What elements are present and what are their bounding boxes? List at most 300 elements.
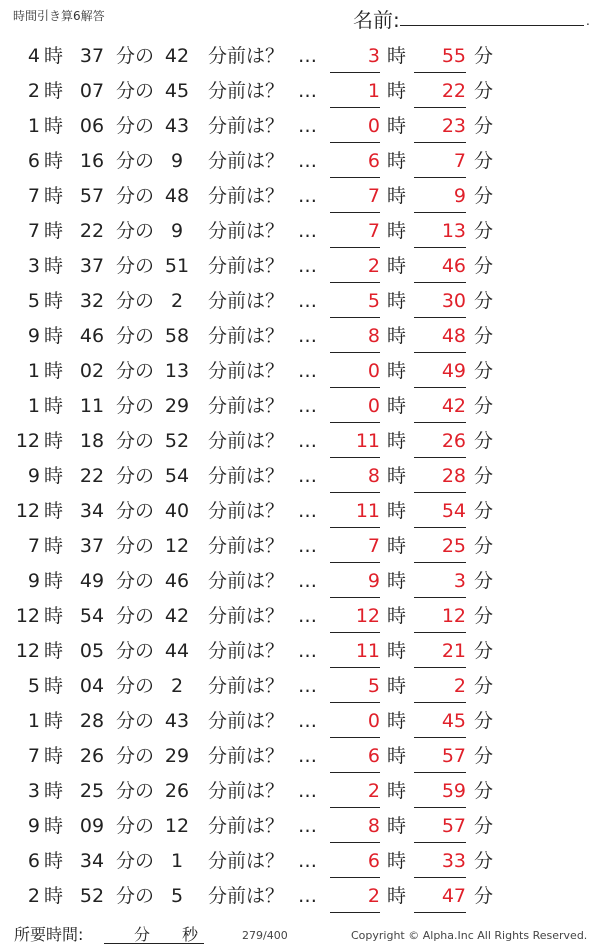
answer-hour: 7 [330,529,380,563]
answer-minute-unit-label: 分 [474,290,494,312]
minutes-before-label: 分前は？ [208,815,285,837]
problem-row [0,739,600,774]
start-minute: 02 [79,360,105,382]
answer-hour: 6 [330,739,380,773]
problem-row [0,144,600,179]
answer-hour: 8 [330,319,380,353]
answer-minute-unit-label: 分 [474,780,494,802]
start-minute: 06 [79,115,105,137]
ellipsis: … [298,185,317,207]
minutes-before: 13 [164,360,190,382]
name-line [400,25,584,26]
answer-hour: 11 [330,634,380,668]
answer-minute-unit-label: 分 [474,850,494,872]
answer-hour: 6 [330,144,380,178]
minute-of-label: 分の [116,465,155,487]
start-minute: 57 [79,185,105,207]
minute-of-label: 分の [116,255,155,277]
hour-unit-label: 時 [44,675,64,697]
start-hour: 1 [27,115,40,137]
minutes-before-label: 分前は？ [208,500,285,522]
hour-unit-label: 時 [44,815,64,837]
answer-hour-unit-label: 時 [387,185,407,207]
answer-minute-unit-label: 分 [474,535,494,557]
answer-hour-unit-label: 時 [387,605,407,627]
minutes-before-label: 分前は？ [208,115,285,137]
answer-hour-unit-label: 時 [387,535,407,557]
hour-unit-label: 時 [44,115,64,137]
answer-minute: 2 [414,669,466,703]
problem-row [0,669,600,704]
copyright: Copyright © Alpha.Inc All Rights Reserved. [351,929,588,942]
answer-hour-unit-label: 時 [387,430,407,452]
answer-minute: 57 [414,739,466,773]
minute-of-label: 分の [116,500,155,522]
minutes-before-label: 分前は？ [208,360,285,382]
minutes-before: 5 [170,885,184,907]
ellipsis: … [298,290,317,312]
minute-of-label: 分の [116,325,155,347]
time-minutes-label: 分 [134,925,151,944]
minutes-before: 12 [164,815,190,837]
start-minute: 37 [79,535,105,557]
answer-hour: 5 [330,284,380,318]
start-hour: 12 [15,500,40,522]
problem-row [0,319,600,354]
answer-minute: 23 [414,109,466,143]
ellipsis: … [298,325,317,347]
answer-hour: 2 [330,249,380,283]
answer-minute: 47 [414,879,466,913]
answer-hour-unit-label: 時 [387,465,407,487]
answer-minute-unit-label: 分 [474,255,494,277]
answer-minute-unit-label: 分 [474,605,494,627]
answer-minute-unit-label: 分 [474,80,494,102]
start-hour: 7 [27,745,40,767]
problem-row [0,109,600,144]
start-hour: 12 [15,640,40,662]
start-hour: 5 [27,675,40,697]
ellipsis: … [298,850,317,872]
start-minute: 25 [79,780,105,802]
answer-hour: 0 [330,389,380,423]
start-minute: 37 [79,45,105,67]
answer-hour-unit-label: 時 [387,360,407,382]
start-hour: 3 [27,255,40,277]
minute-of-label: 分の [116,150,155,172]
minutes-before-label: 分前は？ [208,675,285,697]
hour-unit-label: 時 [44,360,64,382]
answer-minute: 42 [414,389,466,423]
minute-of-label: 分の [116,290,155,312]
answer-hour: 0 [330,354,380,388]
minutes-before-label: 分前は？ [208,150,285,172]
minutes-before-label: 分前は？ [208,465,285,487]
problem-row [0,179,600,214]
answer-hour: 12 [330,599,380,633]
minutes-before-label: 分前は？ [208,80,285,102]
minutes-before-label: 分前は？ [208,640,285,662]
minute-of-label: 分の [116,360,155,382]
problem-row [0,774,600,809]
minutes-before-label: 分前は？ [208,850,285,872]
start-hour: 6 [27,150,40,172]
time-seconds-label: 秒 [182,925,199,944]
answer-hour: 0 [330,109,380,143]
worksheet-title: 時間引き算6解答 [13,9,105,23]
ellipsis: … [298,465,317,487]
answer-hour: 0 [330,704,380,738]
start-hour: 2 [27,885,40,907]
ellipsis: … [298,605,317,627]
ellipsis: … [298,570,317,592]
minutes-before: 43 [164,115,190,137]
answer-hour-unit-label: 時 [387,850,407,872]
answer-hour-unit-label: 時 [387,710,407,732]
start-hour: 12 [15,605,40,627]
minutes-before: 48 [164,185,190,207]
ellipsis: … [298,710,317,732]
start-hour: 1 [27,360,40,382]
hour-unit-label: 時 [44,885,64,907]
problem-row [0,879,600,914]
minute-of-label: 分の [116,220,155,242]
answer-minute: 33 [414,844,466,878]
minutes-before: 58 [164,325,190,347]
start-hour: 1 [27,710,40,732]
start-minute: 32 [79,290,105,312]
problem-row [0,704,600,739]
ellipsis: … [298,115,317,137]
minutes-before: 40 [164,500,190,522]
answer-minute-unit-label: 分 [474,500,494,522]
answer-hour: 9 [330,564,380,598]
answer-hour: 2 [330,879,380,913]
minutes-before: 12 [164,535,190,557]
answer-minute-unit-label: 分 [474,815,494,837]
answer-hour: 8 [330,459,380,493]
minute-of-label: 分の [116,780,155,802]
hour-unit-label: 時 [44,430,64,452]
start-hour: 9 [27,465,40,487]
name-label: 名前: [353,8,400,32]
hour-unit-label: 時 [44,185,64,207]
hour-unit-label: 時 [44,780,64,802]
ellipsis: … [298,360,317,382]
answer-hour: 2 [330,774,380,808]
answer-minute-unit-label: 分 [474,220,494,242]
answer-minute: 22 [414,74,466,108]
problem-row [0,529,600,564]
answer-hour-unit-label: 時 [387,325,407,347]
answer-minute: 21 [414,634,466,668]
minute-of-label: 分の [116,815,155,837]
start-minute: 54 [79,605,105,627]
answer-hour-unit-label: 時 [387,815,407,837]
answer-minute-unit-label: 分 [474,710,494,732]
answer-minute: 25 [414,529,466,563]
ellipsis: … [298,535,317,557]
problem-row [0,74,600,109]
answer-hour: 11 [330,494,380,528]
problem-row [0,459,600,494]
start-hour: 7 [27,185,40,207]
ellipsis: … [298,815,317,837]
hour-unit-label: 時 [44,150,64,172]
minute-of-label: 分の [116,745,155,767]
name-line-dot: . [586,14,590,28]
start-hour: 9 [27,570,40,592]
start-minute: 11 [79,395,105,417]
hour-unit-label: 時 [44,255,64,277]
ellipsis: … [298,150,317,172]
start-minute: 09 [79,815,105,837]
minutes-before: 54 [164,465,190,487]
ellipsis: … [298,675,317,697]
start-hour: 5 [27,290,40,312]
answer-hour-unit-label: 時 [387,220,407,242]
minutes-before: 51 [164,255,190,277]
minutes-before: 44 [164,640,190,662]
problem-row [0,844,600,879]
minutes-before-label: 分前は？ [208,325,285,347]
minute-of-label: 分の [116,850,155,872]
start-hour: 12 [15,430,40,452]
minute-of-label: 分の [116,605,155,627]
start-minute: 49 [79,570,105,592]
answer-minute-unit-label: 分 [474,675,494,697]
answer-minute: 3 [414,564,466,598]
start-minute: 26 [79,745,105,767]
minutes-before: 29 [164,395,190,417]
problem-row [0,39,600,74]
hour-unit-label: 時 [44,570,64,592]
time-required-label: 所要時間: [14,925,84,944]
minutes-before: 45 [164,80,190,102]
start-minute: 05 [79,640,105,662]
answer-minute-unit-label: 分 [474,325,494,347]
answer-minute: 45 [414,704,466,738]
answer-minute: 26 [414,424,466,458]
minutes-before-label: 分前は？ [208,290,285,312]
answer-hour-unit-label: 時 [387,885,407,907]
minutes-before: 2 [170,290,184,312]
minutes-before-label: 分前は？ [208,605,285,627]
answer-hour-unit-label: 時 [387,570,407,592]
answer-hour-unit-label: 時 [387,780,407,802]
minutes-before-label: 分前は？ [208,185,285,207]
minutes-before: 46 [164,570,190,592]
start-minute: 18 [79,430,105,452]
start-minute: 37 [79,255,105,277]
answer-minute: 30 [414,284,466,318]
start-minute: 22 [79,465,105,487]
start-minute: 52 [79,885,105,907]
problem-row [0,494,600,529]
start-hour: 4 [27,45,40,67]
answer-hour-unit-label: 時 [387,255,407,277]
answer-hour-unit-label: 時 [387,150,407,172]
start-hour: 7 [27,220,40,242]
answer-hour-unit-label: 時 [387,80,407,102]
problem-row [0,389,600,424]
answer-minute: 9 [414,179,466,213]
answer-hour: 6 [330,844,380,878]
minute-of-label: 分の [116,395,155,417]
answer-hour-unit-label: 時 [387,395,407,417]
answer-hour: 3 [330,39,380,73]
minutes-before: 2 [170,675,184,697]
ellipsis: … [298,430,317,452]
minute-of-label: 分の [116,535,155,557]
start-minute: 28 [79,710,105,732]
minutes-before-label: 分前は？ [208,570,285,592]
minutes-before-label: 分前は？ [208,780,285,802]
hour-unit-label: 時 [44,605,64,627]
hour-unit-label: 時 [44,45,64,67]
answer-minute-unit-label: 分 [474,745,494,767]
answer-hour-unit-label: 時 [387,640,407,662]
answer-hour-unit-label: 時 [387,500,407,522]
minute-of-label: 分の [116,430,155,452]
answer-hour: 7 [330,214,380,248]
start-hour: 9 [27,815,40,837]
answer-hour: 5 [330,669,380,703]
start-hour: 6 [27,850,40,872]
minute-of-label: 分の [116,570,155,592]
minute-of-label: 分の [116,80,155,102]
answer-hour: 11 [330,424,380,458]
hour-unit-label: 時 [44,850,64,872]
answer-minute-unit-label: 分 [474,45,494,67]
minutes-before-label: 分前は？ [208,395,285,417]
answer-hour-unit-label: 時 [387,290,407,312]
minute-of-label: 分の [116,45,155,67]
minutes-before: 42 [164,605,190,627]
start-hour: 2 [27,80,40,102]
answer-hour: 1 [330,74,380,108]
start-minute: 16 [79,150,105,172]
answer-hour: 8 [330,809,380,843]
minute-of-label: 分の [116,185,155,207]
start-hour: 7 [27,535,40,557]
answer-minute: 13 [414,214,466,248]
answer-minute: 48 [414,319,466,353]
answer-minute: 57 [414,809,466,843]
answer-minute: 46 [414,249,466,283]
minute-of-label: 分の [116,675,155,697]
minutes-before: 9 [170,150,184,172]
minutes-before-label: 分前は？ [208,885,285,907]
hour-unit-label: 時 [44,325,64,347]
minutes-before: 29 [164,745,190,767]
problem-row [0,634,600,669]
ellipsis: … [298,745,317,767]
answer-minute-unit-label: 分 [474,430,494,452]
minutes-before-label: 分前は？ [208,430,285,452]
minutes-before-label: 分前は？ [208,710,285,732]
answer-minute-unit-label: 分 [474,885,494,907]
ellipsis: … [298,45,317,67]
minute-of-label: 分の [116,115,155,137]
problem-row [0,424,600,459]
minutes-before-label: 分前は？ [208,255,285,277]
start-hour: 9 [27,325,40,347]
answer-minute-unit-label: 分 [474,150,494,172]
start-minute: 46 [79,325,105,347]
minute-of-label: 分の [116,710,155,732]
answer-hour-unit-label: 時 [387,115,407,137]
problem-list [0,39,600,914]
minutes-before: 9 [170,220,184,242]
minutes-before-label: 分前は？ [208,745,285,767]
hour-unit-label: 時 [44,745,64,767]
answer-minute: 59 [414,774,466,808]
problem-row [0,214,600,249]
page-number: 279/400 [242,929,288,942]
minutes-before: 42 [164,45,190,67]
minutes-before-label: 分前は？ [208,535,285,557]
problem-row [0,249,600,284]
start-minute: 22 [79,220,105,242]
answer-minute-unit-label: 分 [474,570,494,592]
ellipsis: … [298,80,317,102]
start-hour: 1 [27,395,40,417]
hour-unit-label: 時 [44,290,64,312]
problem-row [0,599,600,634]
answer-minute-unit-label: 分 [474,640,494,662]
hour-unit-label: 時 [44,220,64,242]
ellipsis: … [298,395,317,417]
answer-minute: 7 [414,144,466,178]
hour-unit-label: 時 [44,395,64,417]
hour-unit-label: 時 [44,640,64,662]
answer-minute-unit-label: 分 [474,395,494,417]
problem-row [0,354,600,389]
hour-unit-label: 時 [44,80,64,102]
minutes-before-label: 分前は？ [208,220,285,242]
answer-hour-unit-label: 時 [387,745,407,767]
minutes-before-label: 分前は？ [208,45,285,67]
minutes-before: 43 [164,710,190,732]
minute-of-label: 分の [116,640,155,662]
ellipsis: … [298,640,317,662]
hour-unit-label: 時 [44,500,64,522]
ellipsis: … [298,780,317,802]
ellipsis: … [298,255,317,277]
ellipsis: … [298,885,317,907]
start-minute: 04 [79,675,105,697]
answer-hour-unit-label: 時 [387,675,407,697]
start-minute: 07 [79,80,105,102]
answer-minute: 49 [414,354,466,388]
minutes-before: 1 [170,850,184,872]
answer-minute-unit-label: 分 [474,115,494,137]
answer-minute: 28 [414,459,466,493]
answer-minute: 54 [414,494,466,528]
answer-hour: 7 [330,179,380,213]
start-minute: 34 [79,850,105,872]
answer-minute: 12 [414,599,466,633]
answer-minute-unit-label: 分 [474,465,494,487]
minutes-before: 52 [164,430,190,452]
hour-unit-label: 時 [44,535,64,557]
minute-of-label: 分の [116,885,155,907]
hour-unit-label: 時 [44,465,64,487]
answer-minute-unit-label: 分 [474,360,494,382]
minutes-before: 26 [164,780,190,802]
start-minute: 34 [79,500,105,522]
